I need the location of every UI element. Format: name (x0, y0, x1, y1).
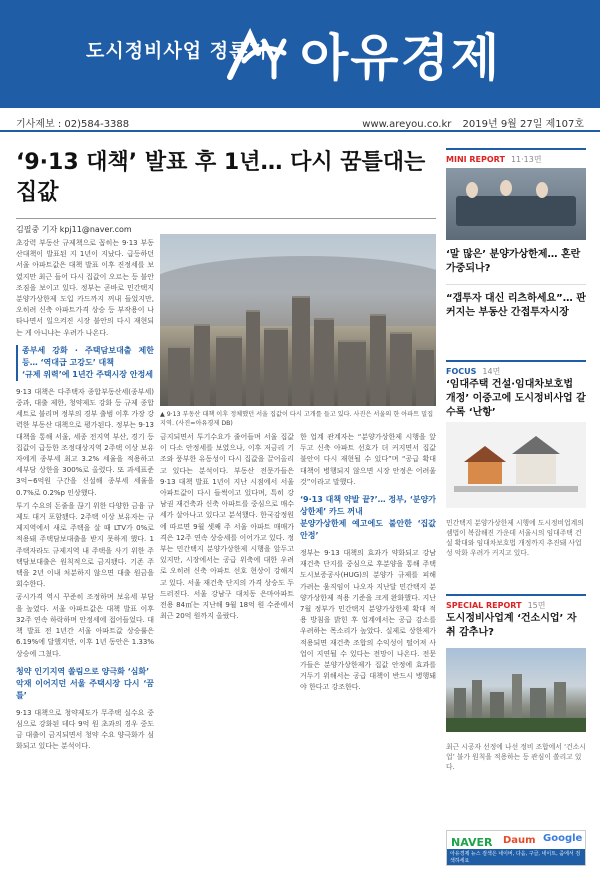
paragraph: 한 업계 관계자는 “분양가상한제 시행을 앞두고 신축 아파트 선호가 더 커지면서 집값 불안이 다시 재현될 수 있다”며 “공급 확대 대책이 병행되지 않으면 시장 안정은 어려울 것”이라고 말했다. (300, 433, 436, 486)
special-report-page: 15면 (527, 601, 546, 610)
ad-footer-text: 아유경제 뉴스 검색은 네이버, 다음, 구글, 네이트, 줌에서 검색하세요 (447, 849, 585, 865)
daum-logo: Daum (503, 835, 536, 846)
mini-report-photo (446, 168, 586, 240)
article-photo-city-skyline (160, 234, 436, 406)
subheading-2 (16, 666, 154, 702)
naver-logo: NAVER (451, 836, 493, 849)
sidebar-special-report (446, 594, 586, 611)
article-headline: ‘9·13 대책’ 발표 후 1년… 다시 꿈틀대는 집값 (16, 150, 426, 205)
subheading-2-line2: 악재 이어지던 서울 주택시장 다시 ‘꿈틀’ (16, 678, 154, 700)
mini-report-page: 11·13면 (510, 155, 542, 164)
mini-report-headline-1[interactable]: ‘말 많은’ 분양가상한제… 혼란 가중되나? (446, 249, 581, 274)
headline-divider (16, 218, 436, 219)
paragraph: 9·13 대책은 다주택자 종합부동산세(종부세) 중과, 대출 제한, 청약제도 강화 등 규제 종합세트로 불리며 정부의 경부 출범 이후 가장 강력한 부동산 대책으로 평가된다. 정부는 9·13 대책을 통해 서울, 세종 전지역 부산, 경기 등 집값이 급등한 조정대상지역 2주택 이상 보유자에게 종부세 최고 3.2% 세율을 적용하고 세부담 상한을 300%로 올렸다. 또 과세표준 3억~6억원 구간을 신설해 종부세 세율을 0.7%로 0.2%p 인상했다. (16, 387, 154, 497)
special-report-text: 최근 시공자 선정에 나선 정비 조합에서 ‘건소시업’ 불가 원칙을 적용하는 등 관심이 쏠리고 있다. (446, 743, 586, 771)
subheading-3-line2: 분양가상한제 예고에도 불안한 ‘집값 안정’ (300, 519, 436, 541)
subheading-2-line1: 청약 인기지역 쏠림으로 양극화 ‘심화’ (16, 666, 150, 676)
focus-illustration-houses (446, 422, 586, 508)
newspaper-name: 아유경제 (300, 29, 502, 87)
special-report-title (446, 594, 586, 611)
mini-report-label: MINI REPORT (446, 155, 505, 164)
issue-date: 2019년 9월 27일 제107호 (462, 119, 584, 130)
special-report-headline[interactable]: 도시정비사업계 ‘건소시업’ 자취 감추나? (446, 613, 577, 638)
subheading-3 (300, 494, 436, 542)
special-report-label: SPECIAL REPORT (446, 601, 522, 610)
focus-label: FOCUS (446, 367, 477, 376)
focus-headline[interactable]: ‘임대주택 건설·임대차보호법 개정’ 이중고에 도시정비사업 갈수록 ‘난항’ (446, 379, 586, 418)
mini-report-headline-2[interactable]: “갭투자 대신 리츠하세요”… 판 커지는 부동산 간접투자시장 (446, 293, 586, 318)
website-link[interactable]: www.areyou.co.kr (362, 119, 452, 130)
mini-report-title (446, 148, 586, 165)
divider (446, 284, 586, 285)
paragraph: 투기 수요의 돈줄을 끊기 위한 다양한 금융 규제도 대거 포함됐다. 2주택 이상 보유자는 규제지역에서 새로 주택을 살 때 LTV가 0%로 적용돼 주택담보대출을 받지 못하게 했다. 1주택자라도 규제지역 내 주택을 사기 위한 주택담보대출은 원칙적으로 금지됐다. 기존 주택을 2년 이내 처분하지 않으면 대출 원금을 회수한다. (16, 501, 154, 589)
subheading-1 (16, 345, 154, 381)
article-column-3 (300, 432, 436, 864)
contact-info: 기사제보 : 02)584-3388 (16, 119, 130, 130)
article-column-2 (160, 432, 294, 864)
focus-page: 14면 (482, 367, 501, 376)
search-portal-ad[interactable] (446, 830, 586, 866)
masthead (0, 0, 600, 108)
masthead-subtitle: 도시정비사업 정론지 (86, 40, 268, 62)
article-column-1 (16, 238, 154, 863)
info-bar (0, 110, 600, 132)
photo-caption: ▲ 9·13 부동산 대책 이후 정체했던 서울 집값이 다시 고개를 들고 있다. 사진은 서울의 한 아파트 밀집 지역. (사진=아유경제 DB) (160, 411, 434, 427)
paragraph: 9·13 대책으로 청약제도가 무주택 실수요 중심으로 강화된 데다 9억 원 초과의 경우 중도금 대출이 금지되면서 청약 수요 양극화가 심화되고 있다는 분석이다. (16, 708, 154, 751)
paragraph: 금지되면서 투기수요가 줄어들며 서울 집값이 다소 안정세를 보였으나, 이후 저금리 기조와 풍부한 유동성이 다시 집값을 끌어올리고 있다는 분석이다. 부동산 전문가들은 9·13 대책 발표 1년이 지난 시점에서 서울 아파트값이 다시 들썩이고 있다며, 특히 강남권 재건축과 신축 아파트를 중심으로 매수세가 살아나고 있다고 분석했다. 한국감정원에 따르면 9월 셋째 주 서울 아파트 매매가격은 12주 연속 상승세를 이어가고 있다. 정부는 민간택지 분양가상한제 시행을 앞두고 있지만, 시장에서는 공급 위축에 대한 우려로 오히려 신축 아파트 선호 현상이 강해지고 있다. 서울 재건축 단지의 가격 상승도 두드러진다. 서울 강남구 대치동 은마아파트 전용 84㎡는 지난해 9월 18억 원 수준에서 최근 20억 원까지 올랐다. (160, 433, 294, 621)
issue-info (354, 115, 584, 130)
subheading-1-line2: ‘규제 위력’에 1년간 주택시장 안정세 (22, 369, 153, 379)
article-intro: 초강력 부동산 규제책으로 꼽히는 9·13 부동산대책이 발표된 지 1년이 지났다. 급등하던 서울 아파트값은 대책 발표 이후 진정세를 보였지만 최근 들어 다시 집값이 오르는 등 불안 조짐을 보이고 있다. 정부는 곧바로 민간택지 분양가상한제 도입 카드까지 꺼내 들었지만, 오히려 신축 아파트가격 상승 등 부작용이 나타나면서 일으켜진 시장 불안의 다시 재현되는 게 아니냐는 우려가 나온다. (16, 239, 154, 337)
sidebar-mini-report (446, 148, 586, 165)
paragraph: 정부는 9·13 대책의 효과가 약화되고 강남 재건축 단지를 중심으로 후분양을 통해 주택도시보증공사(HUG)의 분양가 규제를 피해가려는 움직임이 나오자 지난달 민간택지 분양가상한제 적용 기준을 크게 완화했다. 지난 7월 정부가 민간택지 분양가상한제 확대 적용 방침을 밝힌 후 업계에서는 공급 감소를 우려하는 목소리가 높았다. 실제로 상한제가 적용되면 재건축 조합의 수익성이 떨어져 사업이 지연될 수 있다는 전망이 나온다. 전문가들은 분양가상한제가 집값 안정에 효과를 거두기 위해서는 공급 대책이 반드시 병행돼야 한다고 강조한다. (300, 549, 436, 692)
special-report-photo-city (446, 648, 586, 732)
ay-logo-icon (222, 27, 292, 85)
article-byline: 김필중 기자 kpj11@naver.com (16, 225, 132, 234)
focus-text: 민간택지 분양가상한제 시행에 도시정비업계의 셈법이 복잡해진 가운데 서울시의 임대주택 건설 확대와 임대차보호법 개정까지 추진돼 사업성 악화 우려가 커지고 있다. (446, 519, 584, 557)
google-logo: Google (543, 833, 583, 844)
sidebar-focus (446, 360, 586, 377)
paragraph: 공시가격 역시 꾸준히 조정하며 보유세 부담을 높였다. 서울 아파트값은 대책 발표 이후 32주 연속 하락하며 안정세에 접어들었다. 대책 발표 전 1년간 서울 아파트값 상승률은 6.19%에 달했지만, 이후 1년 동안은 1.33% 상승에 그쳤다. (16, 593, 154, 658)
focus-title (446, 360, 586, 377)
subheading-1-line1: 종부세 강화 · 주택담보대출 제한 등… ‘역대급 고강도’ 대책 (22, 345, 154, 367)
subheading-3-line1: ‘9·13 대책 약발 끝?’… 정부, ‘분양가상한제’ 카드 꺼내 (300, 495, 436, 517)
